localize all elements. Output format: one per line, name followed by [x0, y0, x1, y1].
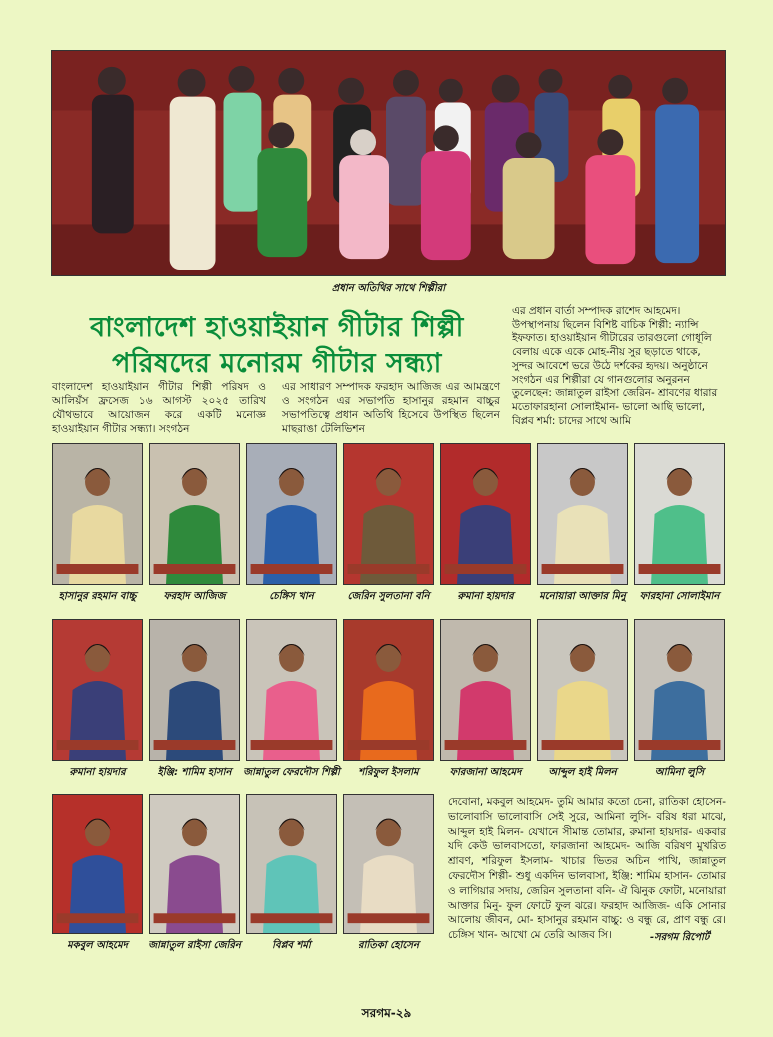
performer-name: ফরহাদ আজিজ	[163, 591, 226, 602]
performer-photo	[52, 443, 143, 585]
performer-photo	[440, 443, 531, 585]
performer-name: ফারহানা সোলাইমান	[639, 591, 720, 602]
performer-photo	[343, 619, 434, 761]
performer-photo	[634, 619, 725, 761]
performer-name: আব্দুল হাই মিলন	[548, 767, 617, 778]
performer-photo	[149, 443, 240, 585]
report-credit: -সরগম রিপোর্ট	[650, 932, 710, 943]
performer-photo-image	[635, 444, 724, 584]
performer-photo	[246, 443, 337, 585]
performer-name: হাসানুর রহমান বাচ্চু	[58, 591, 137, 602]
performer-photo	[537, 619, 628, 761]
performer-photo-image	[150, 444, 239, 584]
performer-name: মনোয়ারা আক্তার মিনু	[539, 591, 626, 602]
group-photo-caption: প্রধান অতিথির সাথে শিল্পীরা	[331, 283, 446, 294]
performer-name: জেরিন সুলতানা বনি	[347, 591, 430, 602]
performer-photo	[246, 619, 337, 761]
performer-name: বিপ্লব শর্মা	[272, 940, 311, 951]
performer-name: ফারজানা আহমেদ	[449, 767, 522, 778]
performer-name: রুমানা হায়দার	[69, 767, 126, 778]
performer-photo-image	[53, 795, 142, 933]
performer-name: জান্নাতুল রাইসা জেরিন	[148, 940, 241, 951]
performer-photo-image	[247, 444, 336, 584]
performer-name: ইঞ্জি: শামিম হাসান	[157, 767, 232, 778]
performer-name: রুমানা হায়দার	[457, 591, 514, 602]
performer-name: চেঙ্গিস খান	[269, 591, 314, 602]
page-number: সরগম-২৯	[361, 1006, 412, 1020]
performer-photo-image	[53, 620, 142, 760]
performer-name: রাতিকা হোসেন	[358, 940, 419, 951]
performer-photo-image	[441, 620, 530, 760]
performer-photo-image	[247, 795, 336, 933]
performer-photo	[343, 443, 434, 585]
performer-photo-image	[150, 620, 239, 760]
headline	[52, 310, 502, 382]
performer-name: আমিনা লুসি	[654, 767, 705, 778]
headline-line-2: পরিষদের মনোরম গীটার সন্ধ্যা	[112, 348, 442, 379]
performer-name: শরিফুল ইসলাম	[358, 767, 419, 778]
headline-line-1: বাংলাদেশ হাওয়াইয়ান গীটার শিল্পী	[90, 312, 464, 343]
performer-photo	[149, 619, 240, 761]
performer-photo	[440, 619, 531, 761]
performer-photo-image	[53, 444, 142, 584]
group-photo-image	[52, 51, 725, 275]
performer-photo-image	[247, 620, 336, 760]
performer-photo-image	[150, 795, 239, 933]
performer-photo	[343, 794, 434, 934]
article-column-1: বাংলাদেশ হাওয়াইয়ান গীটার শিল্পী পরিষদ ও আলিয়ঁস ফ্রসেজ ১৬ আগস্ট ২০২৫ তারিখ যৌথভাবে আয়োজন করে একটি মনোজ্ঞ হাওয়াইয়ান গীটার সন্ধ্যা। সংগঠন	[52, 381, 266, 435]
performer-name: জান্নাতুল ফেরদৌস শিল্পী	[243, 767, 340, 778]
performer-photo-image	[344, 620, 433, 760]
performer-photo	[634, 443, 725, 585]
performer-photo-image	[538, 444, 627, 584]
performer-photo	[246, 794, 337, 934]
performer-photo	[537, 443, 628, 585]
performer-photo-image	[344, 444, 433, 584]
performer-photo-image	[441, 444, 530, 584]
group-photo	[51, 50, 726, 276]
performer-name: মকবুল আহমেদ	[67, 940, 128, 951]
performer-photo	[52, 794, 143, 934]
performer-photo	[52, 619, 143, 761]
performer-photo-image	[635, 620, 724, 760]
article-column-2: এর সাধারণ সম্পাদক ফরহাদ আজিজ এর আমন্ত্রণে ও সংগঠন এর সভাপতি হাসানুর রহমান বাচ্চুর সভাপতিত্বে প্রধান অতিথি হিসেবে উপস্থিত ছিলেন মাছরাঙা টেলিভিশন	[282, 381, 500, 435]
performer-photo	[149, 794, 240, 934]
article-column-3: এর প্রধান বার্তা সম্পাদক রাশেদ আহমেদ। উপস্থাপনায় ছিলেন বিশিষ্ট বাচিক শিল্পী: ন্যান্সি ইফফাত। হাওয়াইয়ান গীটারের তারগুলো গোধূলি বেলায় একে একে মোহ-নীয় সুর ছড়াতে থাকে, সুন্দর আবেশে ভরে উঠে দর্শকের হৃদয়। অনুষ্ঠানে সংগঠন এর শিল্পীরা যে গানগুলোর অনুরনন তুলেছেন: জান্নাতুল রাইসা জেরিন- শ্রাবণের ধারার মতোফারহানা সোলাইমান- ভালো আছি ভালো, বিপ্লব শর্মা: চাদের সাথে আমি	[512, 305, 718, 427]
performer-photo-image	[538, 620, 627, 760]
article-column-4: দেবোনা, মকবুল আহমেদ- তুমি আমার কতো চেনা, রাতিকা হোসেন- ভালোবাসি ভালোবাসি সেই সুরে, আমিনা লুসি- বরিষ ধরা মাঝে, আব্দুল হাই মিলন- যেখানে সীমান্ত তোমার, রুমানা হায়দার- একবার যদি কেউ ভালবাসতো, ফারজানা আহমেদ- আজি বরিষণ মুখরিত শ্রাবণ, শরিফুল ইসলাম- খাচার ভিতর অচিন পাখি, জান্নাতুল ফেরদৌস শিল্পী- শুধু একদিন ভালবাসা, ইঞ্জি: শামিম হাসান- তোমার ও লাগিয়ার সদায়, জেরিন সুলতানা বনি- ঐ ঝিনুক ফোটা, মনোয়ারা আক্তার মিনু- ফুল ফোটে ফুল ঝরে। ফরহাদ আজিজ- একি সোনার আলোয় জীবন, মো- হাসানুর রহমান বাচ্চু: ও বন্ধু রে, প্রাণ বন্ধু রে। চেঙ্গিস খান- আখো মে তেরি আজব সি।	[448, 796, 726, 942]
performer-photo-image	[344, 795, 433, 933]
